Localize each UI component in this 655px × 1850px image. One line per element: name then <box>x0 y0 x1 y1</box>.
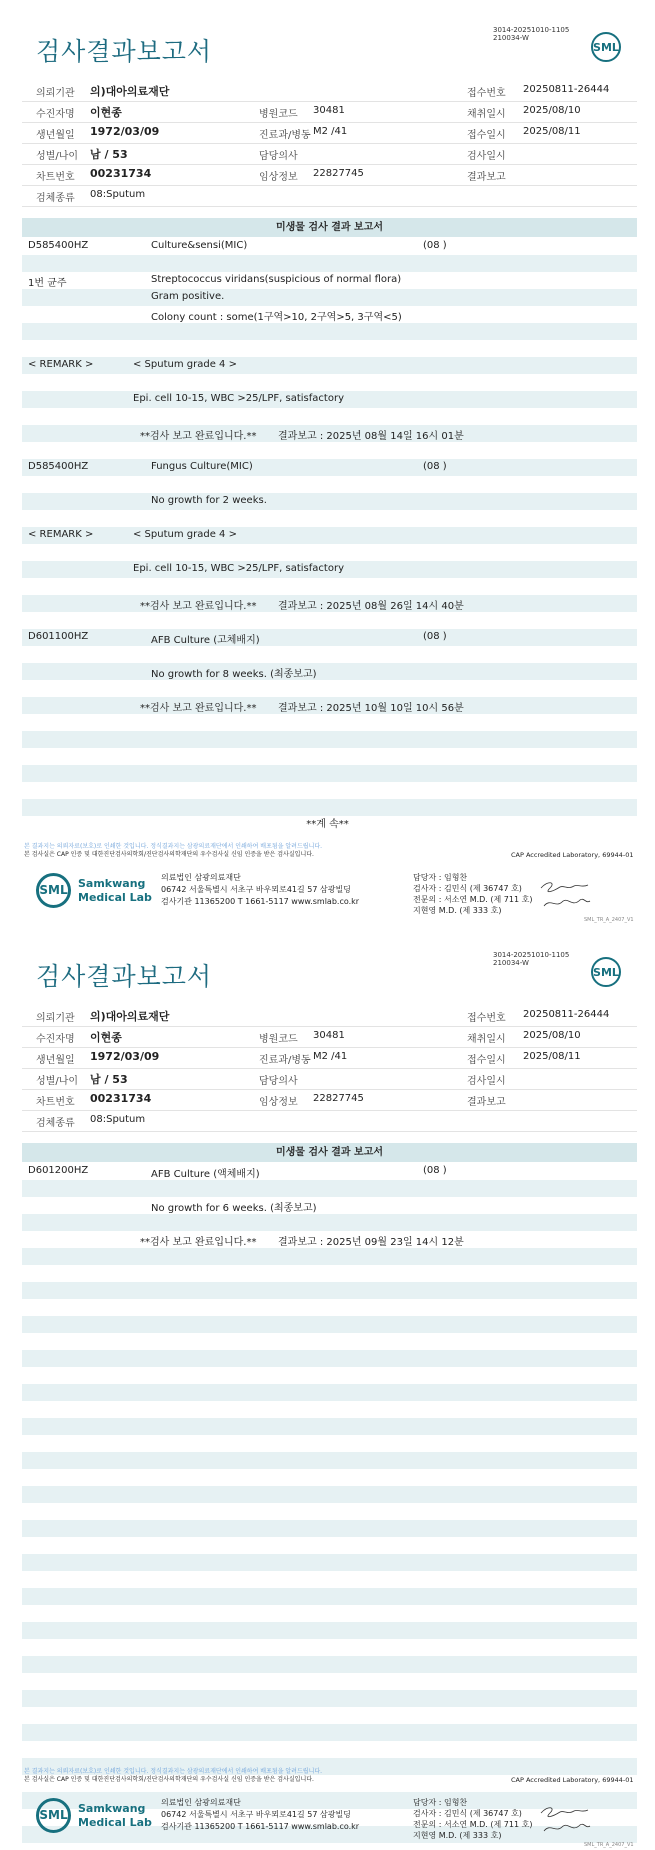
result-row <box>22 1231 637 1248</box>
section-title-bar: 미생물 검사 결과 보고서 <box>22 1143 637 1162</box>
result-row <box>22 612 637 629</box>
specimen-code: (08 ) <box>423 1165 447 1176</box>
result-row <box>22 561 637 578</box>
result-row <box>22 1724 637 1741</box>
result-row <box>22 1333 637 1350</box>
result-row <box>22 1180 637 1197</box>
result-row <box>22 527 637 544</box>
result-row <box>22 1435 637 1452</box>
test-code: D585400HZ <box>28 461 89 472</box>
result-row <box>22 1656 637 1673</box>
document-code: 3014-20251010-1105 210034-W <box>493 951 570 967</box>
logo-text: SML <box>593 41 619 54</box>
test-text: No growth for 6 weeks. (최종보고) <box>151 1203 317 1214</box>
section-title-bar: 미생물 검사 결과 보고서 <box>22 218 637 237</box>
report-page-2 <box>0 925 655 1850</box>
result-row <box>22 357 637 374</box>
result-row <box>22 663 637 680</box>
result-row <box>22 646 637 663</box>
result-row <box>22 1350 637 1367</box>
result-row <box>22 1588 637 1605</box>
info-row: 의뢰기관 의)대아의료재단 접수번호 20250811-26444 <box>22 80 637 102</box>
test-text: Culture&sensi(MIC) <box>151 240 248 251</box>
result-row <box>22 1520 637 1537</box>
report-done-text: **검사 보고 완료입니다.** <box>140 703 257 714</box>
result-row <box>22 408 637 425</box>
test-text: No growth for 2 weeks. <box>151 495 267 506</box>
result-row <box>22 1214 637 1231</box>
remark-text: < Sputum grade 4 > <box>133 359 237 370</box>
disclaimer-cap: 본 검사실은 CAP 인증 및 대한진단검사의학회/진단검사의학재단의 우수검사실 신임 인증을 받은 검사실입니다. <box>24 851 314 858</box>
test-code: D585400HZ <box>28 240 89 251</box>
result-row <box>22 697 637 714</box>
result-row <box>22 1367 637 1384</box>
footer-brand: Samkwang Medical Lab <box>78 877 152 904</box>
result-row <box>22 272 637 289</box>
form-code: SML_TR_A_2407_V1 <box>584 1842 634 1848</box>
test-code: 1번 균주 <box>28 278 67 289</box>
result-row <box>22 493 637 510</box>
result-row <box>22 1843 637 1850</box>
info-row: 수진자명 이현종 병원코드 30481 채취일시 2025/08/10 <box>22 101 637 123</box>
result-row <box>22 799 637 816</box>
result-row <box>22 680 637 697</box>
footer-signatories: 담당자 : 임형찬 검사자 : 김민식 (제 36747 호) 전문의 : 서소연 M.D. (제 711 호) 지현영 M.D. (제 333 호) <box>413 1798 533 1840</box>
result-row <box>22 1418 637 1435</box>
report-time-text: 결과보고 : 2025년 09월 23일 14시 12분 <box>278 1237 464 1248</box>
result-row <box>22 1282 637 1299</box>
footer-address: 의료법인 삼광의료재단 06742 서울특별시 서초구 바우뫼로41길 57 삼광빌딩 검사기관 11365200 T 1661-5117 www.smlab.co.kr <box>161 1798 360 1831</box>
test-text: No growth for 8 weeks. (최종보고) <box>151 669 317 680</box>
info-row: 차트번호 00231734 임상정보 22827745 결과보고 <box>22 1089 637 1111</box>
test-code: < REMARK > <box>28 529 94 540</box>
footer-signatories: 담당자 : 임형찬 검사자 : 김민식 (제 36747 호) 전문의 : 서소연 M.D. (제 711 호) 지현영 M.D. (제 333 호) <box>413 873 533 915</box>
test-text: Colony count : some(1구역>10, 2구역>5, 3구역<5) <box>151 312 402 323</box>
report-time-text: 결과보고 : 2025년 10월 10일 10시 56분 <box>278 703 464 714</box>
result-row <box>22 731 637 748</box>
result-row <box>22 1265 637 1282</box>
result-row <box>22 510 637 527</box>
report-done-text: **검사 보고 완료입니다.** <box>140 431 257 442</box>
result-row <box>22 782 637 799</box>
remark-text: < Sputum grade 4 > <box>133 529 237 540</box>
disclaimer-print: 본 결과지는 의뢰자료(보호)로 인쇄한 것입니다. 정식결과지는 삼광의료재단에서 인쇄하여 배포됨을 알려드립니다. <box>24 1768 323 1775</box>
result-row <box>22 1673 637 1690</box>
result-row <box>22 765 637 782</box>
result-row <box>22 1384 637 1401</box>
test-code: < REMARK > <box>28 359 94 370</box>
result-row <box>22 1741 637 1758</box>
remark-text: Epi. cell 10-15, WBC >25/LPF, satisfactory <box>133 563 344 574</box>
test-code: D601200HZ <box>28 1165 89 1176</box>
info-row: 의뢰기관 의)대아의료재단 접수번호 20250811-26444 <box>22 1005 637 1027</box>
signature-image <box>538 1803 593 1839</box>
result-row <box>22 1690 637 1707</box>
page-title: 검사결과보고서 <box>36 962 213 991</box>
result-row <box>22 1537 637 1554</box>
result-row <box>22 1163 637 1180</box>
remark-text: Epi. cell 10-15, WBC >25/LPF, satisfactory <box>133 393 344 404</box>
result-row <box>22 1469 637 1486</box>
info-row: 검체종류 08:Sputum <box>22 1110 637 1132</box>
test-text: AFB Culture (고체배지) <box>151 635 260 646</box>
info-row: 차트번호 00231734 임상정보 22827745 결과보고 <box>22 164 637 186</box>
result-row <box>22 748 637 765</box>
specimen-code: (08 ) <box>423 240 447 251</box>
test-text: AFB Culture (액체배지) <box>151 1169 260 1180</box>
form-code: SML_TR_A_2407_V1 <box>584 917 634 923</box>
document-code: 3014-20251010-1105 210034-W <box>493 26 570 42</box>
test-text: Fungus Culture(MIC) <box>151 461 253 472</box>
footer-logo-text: SML <box>39 1808 68 1822</box>
info-row: 수진자명 이현종 병원코드 30481 채취일시 2025/08/10 <box>22 1026 637 1048</box>
result-row <box>22 255 637 272</box>
result-row <box>22 238 637 255</box>
disclaimer-cap: 본 검사실은 CAP 인증 및 대한진단검사의학회/진단검사의학재단의 우수검사실 신임 인증을 받은 검사실입니다. <box>24 1776 314 1783</box>
result-row <box>22 544 637 561</box>
result-row <box>22 323 637 340</box>
result-row <box>22 476 637 493</box>
result-row <box>22 1248 637 1265</box>
result-row <box>22 1299 637 1316</box>
result-row <box>22 1401 637 1418</box>
specimen-code: (08 ) <box>423 631 447 642</box>
result-row <box>22 442 637 459</box>
result-row <box>22 1707 637 1724</box>
disclaimer-print: 본 결과지는 의뢰자료(보호)로 인쇄한 것입니다. 정식결과지는 삼광의료재단에서 인쇄하여 배포됨을 알려드립니다. <box>24 843 323 850</box>
result-row <box>22 425 637 442</box>
info-row: 생년월일 1972/03/09 진료과/병동 M2 /41 접수일시 2025/08/11 <box>22 1047 637 1069</box>
result-row <box>22 289 637 306</box>
result-row <box>22 629 637 646</box>
cap-accreditation: CAP Accredited Laboratory, 69944-01 <box>511 1776 634 1784</box>
signature-image <box>538 878 593 914</box>
report-time-text: 결과보고 : 2025년 08월 26일 14시 40분 <box>278 601 464 612</box>
info-row: 검체종류 08:Sputum <box>22 185 637 207</box>
continued-mark: **계 속** <box>306 819 349 830</box>
test-code: D601100HZ <box>28 631 89 642</box>
result-row <box>22 1554 637 1571</box>
logo-text: SML <box>593 966 619 979</box>
result-row <box>22 374 637 391</box>
result-row <box>22 1605 637 1622</box>
report-done-text: **검사 보고 완료입니다.** <box>140 601 257 612</box>
report-time-text: 결과보고 : 2025년 08월 14일 16시 01분 <box>278 431 464 442</box>
report-done-text: **검사 보고 완료입니다.** <box>140 1237 257 1248</box>
result-row <box>22 340 637 357</box>
specimen-code: (08 ) <box>423 461 447 472</box>
footer-address: 의료법인 삼광의료재단 06742 서울특별시 서초구 바우뫼로41길 57 삼광빌딩 검사기관 11365200 T 1661-5117 www.smlab.co.kr <box>161 873 360 906</box>
result-row <box>22 714 637 731</box>
result-row <box>22 1639 637 1656</box>
info-row: 성별/나이 남 / 53 담당의사 검사일시 <box>22 1068 637 1090</box>
info-row: 생년월일 1972/03/09 진료과/병동 M2 /41 접수일시 2025/08/11 <box>22 122 637 144</box>
result-row <box>22 1622 637 1639</box>
page-title: 검사결과보고서 <box>36 37 213 66</box>
test-text: Gram positive. <box>151 291 225 302</box>
result-row <box>22 1197 637 1214</box>
result-row <box>22 1452 637 1469</box>
footer-logo-text: SML <box>39 883 68 897</box>
info-row: 성별/나이 남 / 53 담당의사 검사일시 <box>22 143 637 165</box>
result-row <box>22 459 637 476</box>
result-row <box>22 578 637 595</box>
result-row <box>22 1316 637 1333</box>
result-row <box>22 595 637 612</box>
result-row <box>22 1486 637 1503</box>
result-row <box>22 391 637 408</box>
result-row <box>22 306 637 323</box>
result-row <box>22 1571 637 1588</box>
result-row <box>22 1503 637 1520</box>
cap-accreditation: CAP Accredited Laboratory, 69944-01 <box>511 851 634 859</box>
footer-brand: Samkwang Medical Lab <box>78 1802 152 1829</box>
test-text: Streptococcus viridans(suspicious of normal flora) <box>151 274 402 285</box>
